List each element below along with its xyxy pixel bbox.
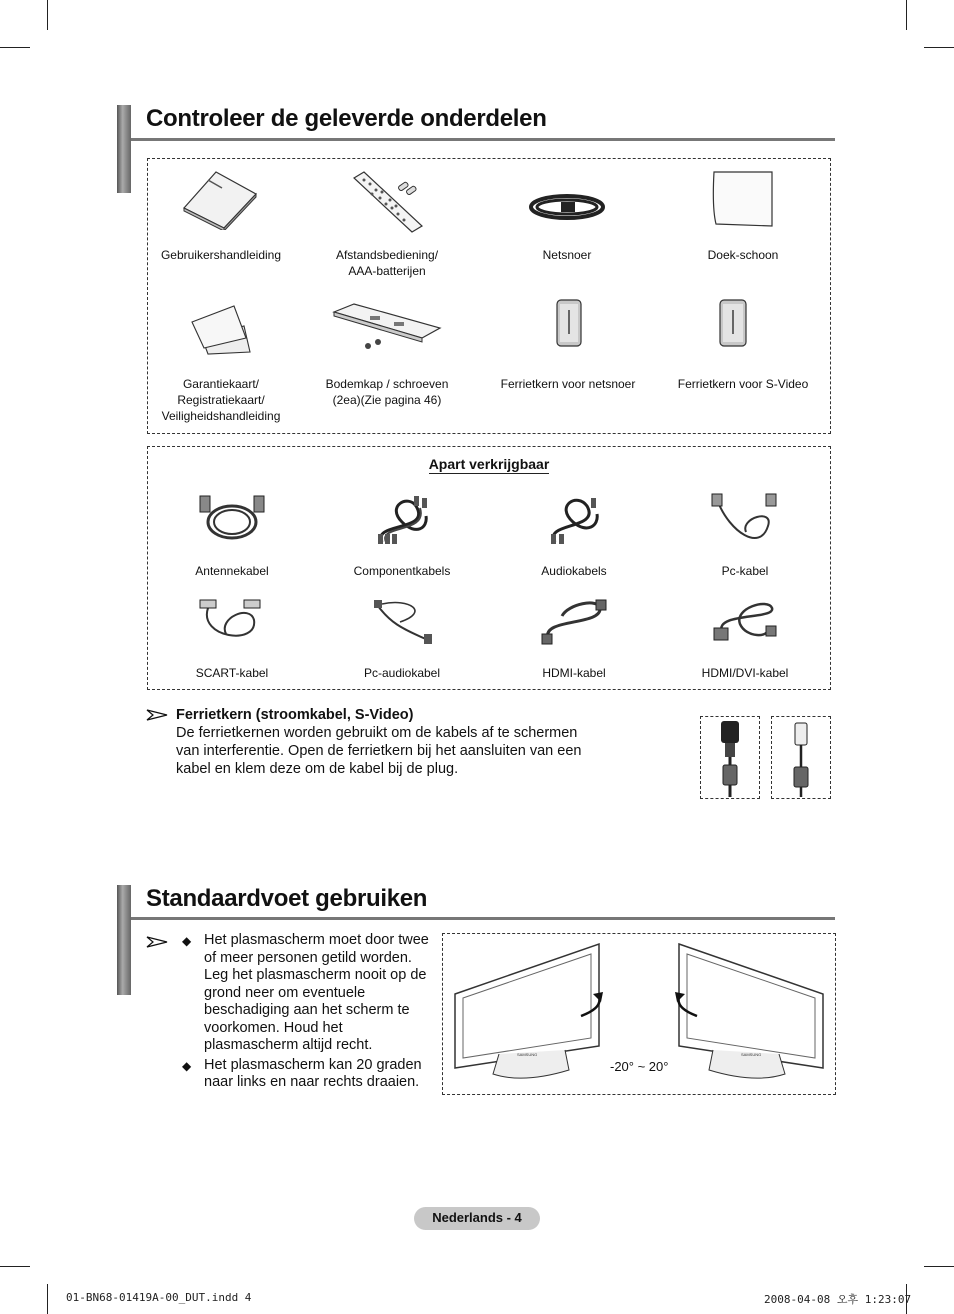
item-label: Bodemkap / schroeven (2ea)(Zie pagina 46) [325,377,449,407]
bullet-item: ◆ Het plasmascherm moet door twee of meer personen getild worden. Leg het plasmascherm nooit op de grond neer om eventuele beschadiging aan het scherm te voorkomen. Houd het plasmascherm altijd recht. [182,932,429,1053]
ferrite-on-power-cord-icon [701,717,759,798]
pc-cable-icon [710,492,780,546]
crop-mark [47,0,48,30]
antenna-cable-icon [196,492,268,546]
page-number-label: Nederlands - 4 [414,1207,540,1230]
ferrite-photo-power [700,716,760,799]
tv-brand: SAMSUNG [741,1052,762,1057]
crop-mark [906,0,907,30]
tv-brand: SAMSUNG [517,1052,538,1057]
rotation-label: -20° ~ 20° [610,1059,669,1074]
item-label: HDMI-kabel [542,666,606,680]
ferrite-photo-svideo [771,716,831,799]
ferrite-on-svideo-cable-icon [772,717,830,798]
arrow-icon [146,936,168,948]
item-label: Garantiekaart/ Registratiekaart/ Veiligheidshandleiding [161,377,281,423]
item-label: HDMI/DVI-kabel [701,666,789,680]
item-label: Ferrietkern voor netsnoer [500,377,636,391]
item-label: Doek-schoon [707,248,779,262]
crop-mark [924,1266,954,1267]
section-bar [117,885,131,995]
ferrite-core-icon [717,296,749,350]
section-title: Controleer de geleverde onderdelen [146,105,547,132]
stand-instructions [182,932,432,1092]
crop-mark [924,47,954,48]
item-label: Pc-audiokabel [363,666,441,680]
crop-mark [0,1266,30,1267]
item-label: Afstandsbediening/ AAA-batterijen [335,248,439,278]
section-rule [131,138,835,141]
section-bar [117,105,131,193]
item-label: Netsnoer [542,248,592,262]
ferrite-core-icon [554,296,584,350]
section-title: Standaardvoet gebruiken [146,885,428,912]
hdmi-dvi-cable-icon [710,598,782,646]
manual-icon [180,168,260,230]
section-rule [131,917,835,920]
item-label: Gebruikershandleiding [160,248,282,262]
remote-control-icon [350,168,426,236]
item-label: Componentkabels [353,564,451,578]
scart-cable-icon [198,598,264,646]
footer-file-info: 01-BN68-01419A-00_DUT.indd 4 [66,1291,252,1304]
cleaning-cloth-icon [708,168,776,230]
item-label: Antennekabel [195,564,269,578]
crop-mark [0,47,30,48]
item-label: SCART-kabel [195,666,269,680]
item-label: Audiokabels [541,564,607,578]
bullet-item: ◆ Het plasmascherm kan 20 graden naar links en naar rechts draaien. [182,1056,422,1090]
note-title: Ferrietkern (stroomkabel, S-Video) [176,707,414,723]
hdmi-cable-icon [538,598,610,646]
note-text: De ferrietkernen worden gebruikt om de kabels af te schermen van interferentie. Open de ferrietkern bij het aansluiten van een kabel en klem deze om de kabel bij de plug. [176,725,582,777]
item-label: Ferrietkern voor S-Video [677,377,809,391]
footer-timestamp: 2008-04-08 오후 1:23:07 [764,1293,912,1306]
component-cable-icon [372,492,434,546]
ferrite-note [176,706,596,778]
arrow-icon [146,709,168,721]
pc-audio-cable-icon [370,598,436,646]
power-cord-icon [527,190,607,224]
audio-cable-icon [543,492,605,546]
optional-title: Apart verkrijgbaar [428,456,550,472]
base-cover-icon [330,302,444,354]
item-label: Pc-kabel [721,564,769,578]
crop-mark [47,1284,48,1314]
cards-icon [188,302,254,356]
